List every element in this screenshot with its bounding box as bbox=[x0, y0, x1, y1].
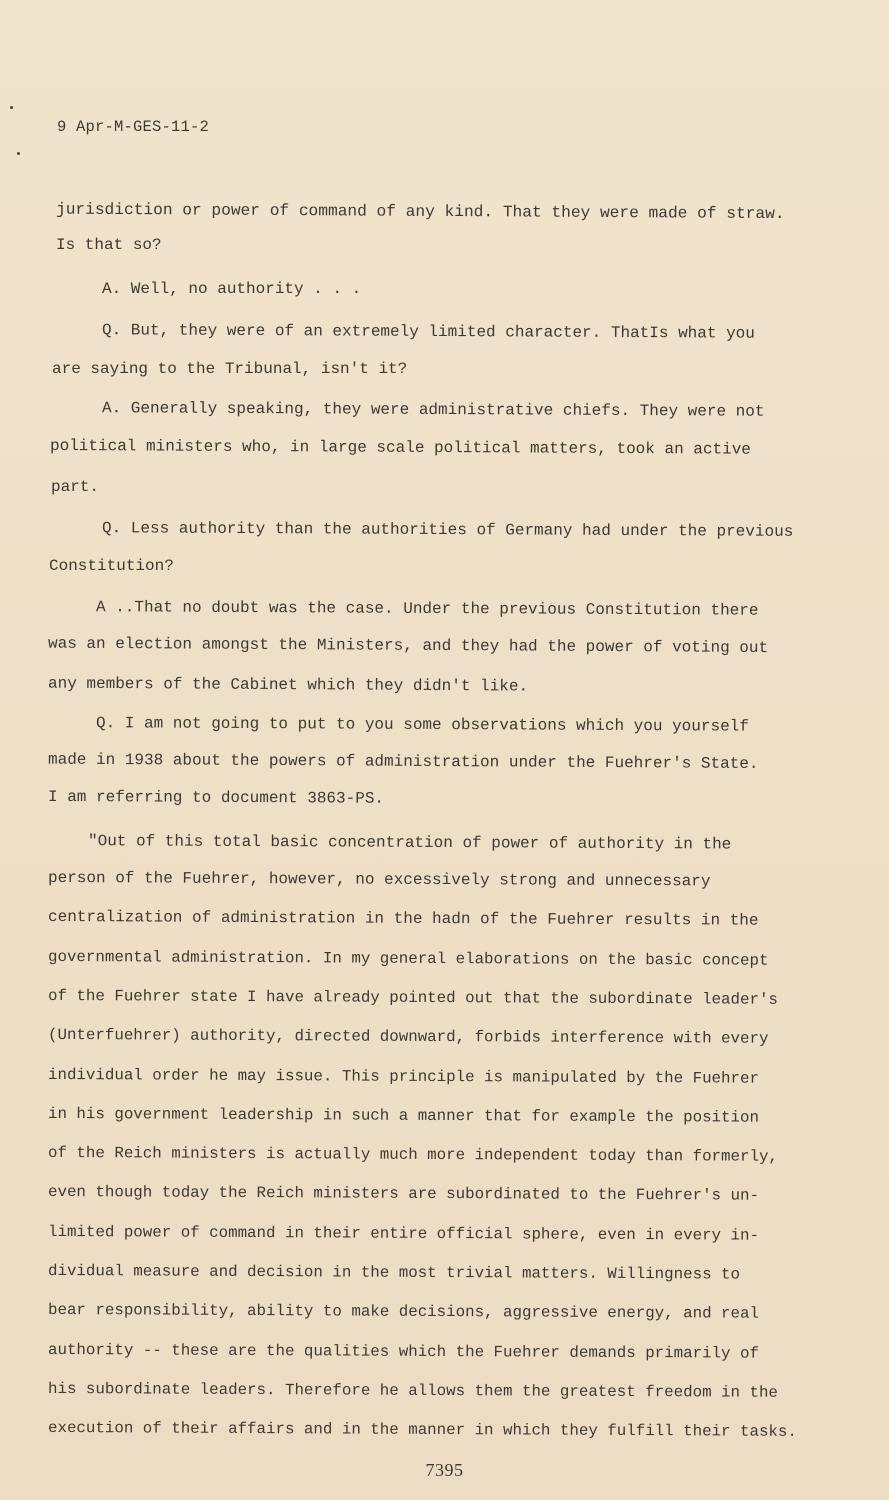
text-line: political ministers who, in large scale political matters, took an active bbox=[49, 436, 751, 459]
document-reference: 9 Apr-M-GES-11-2 bbox=[57, 118, 210, 136]
text-line: person of the Fuehrer, however, no excessively strong and unnecessary bbox=[47, 869, 711, 891]
text-line: part. bbox=[51, 478, 100, 497]
text-line: authority -- these are the qualities which the Fuehrer demands primarily of bbox=[47, 1340, 760, 1363]
text-line: was an election amongst the Ministers, and they had the power of voting out bbox=[47, 634, 769, 658]
text-line: A ..That no doubt was the case. Under the previous Constitution there bbox=[95, 598, 759, 620]
text-line: limited power of command in their entire official sphere, even in every in- bbox=[47, 1222, 760, 1245]
paper-speck bbox=[17, 152, 20, 155]
text-line: Is that so? bbox=[56, 236, 162, 255]
text-line: (Unterfuehrer) authority, directed downward, forbids interference with every bbox=[47, 1026, 769, 1048]
text-line: in his government leadership in such a manner that for example the position bbox=[47, 1104, 760, 1127]
text-line: individual order he may issue. This principle is manipulated by the Fuehrer bbox=[47, 1065, 760, 1088]
text-line: made in 1938 about the powers of administration under the Fuehrer's State. bbox=[47, 750, 759, 774]
page-number: 7395 bbox=[425, 1460, 464, 1480]
text-line: Q. Less authority than the authorities of Germany had under the previous bbox=[101, 519, 794, 542]
transcript-body bbox=[48, 193, 828, 1451]
text-line: "Out of this total basic concentration of power of authority in the bbox=[87, 831, 732, 854]
text-line: jurisdiction or power of command of any kind. That they were made of straw. bbox=[55, 200, 785, 224]
paper-speck bbox=[10, 106, 13, 109]
text-line: A. Generally speaking, they were administrative chiefs. They were not bbox=[101, 399, 765, 422]
text-line: of the Reich ministers is actually much more independent today than formerly, bbox=[47, 1144, 778, 1166]
text-line: governmental administration. In my general elaborations on the basic concept bbox=[47, 947, 769, 970]
text-line: centralization of administration in the hadn of the Fuehrer results in the bbox=[47, 908, 759, 931]
text-line: are saying to the Tribunal, isn't it? bbox=[52, 360, 408, 379]
text-line: his subordinate leaders. Therefore he allows them the greatest freedom in the bbox=[47, 1379, 778, 1402]
text-line: any members of the Cabinet which they didn't like. bbox=[47, 674, 529, 696]
text-line: of the Fuehrer state I have already pointed out that the subordinate leader's bbox=[47, 986, 778, 1009]
text-line: bear responsibility, ability to make decisions, aggressive energy, and real bbox=[47, 1301, 760, 1323]
text-line: dividual measure and decision in the most trivial matters. Willingness to bbox=[47, 1261, 741, 1284]
text-line: Q. But, they were of an extremely limited character. ThatIs what you bbox=[101, 321, 755, 343]
text-line: I am referring to document 3863-PS. bbox=[47, 788, 385, 809]
text-line: A. Well, no authority . . . bbox=[102, 279, 362, 298]
text-line: Q. I am not going to put to you some observations which you yourself bbox=[95, 714, 749, 736]
text-line: execution of their affairs and in the manner in which they fulfill their tasks. bbox=[47, 1419, 797, 1442]
text-line: Constitution? bbox=[49, 556, 174, 575]
text-line: even though today the Reich ministers are subordinated to the Fuehrer's un- bbox=[47, 1183, 760, 1206]
